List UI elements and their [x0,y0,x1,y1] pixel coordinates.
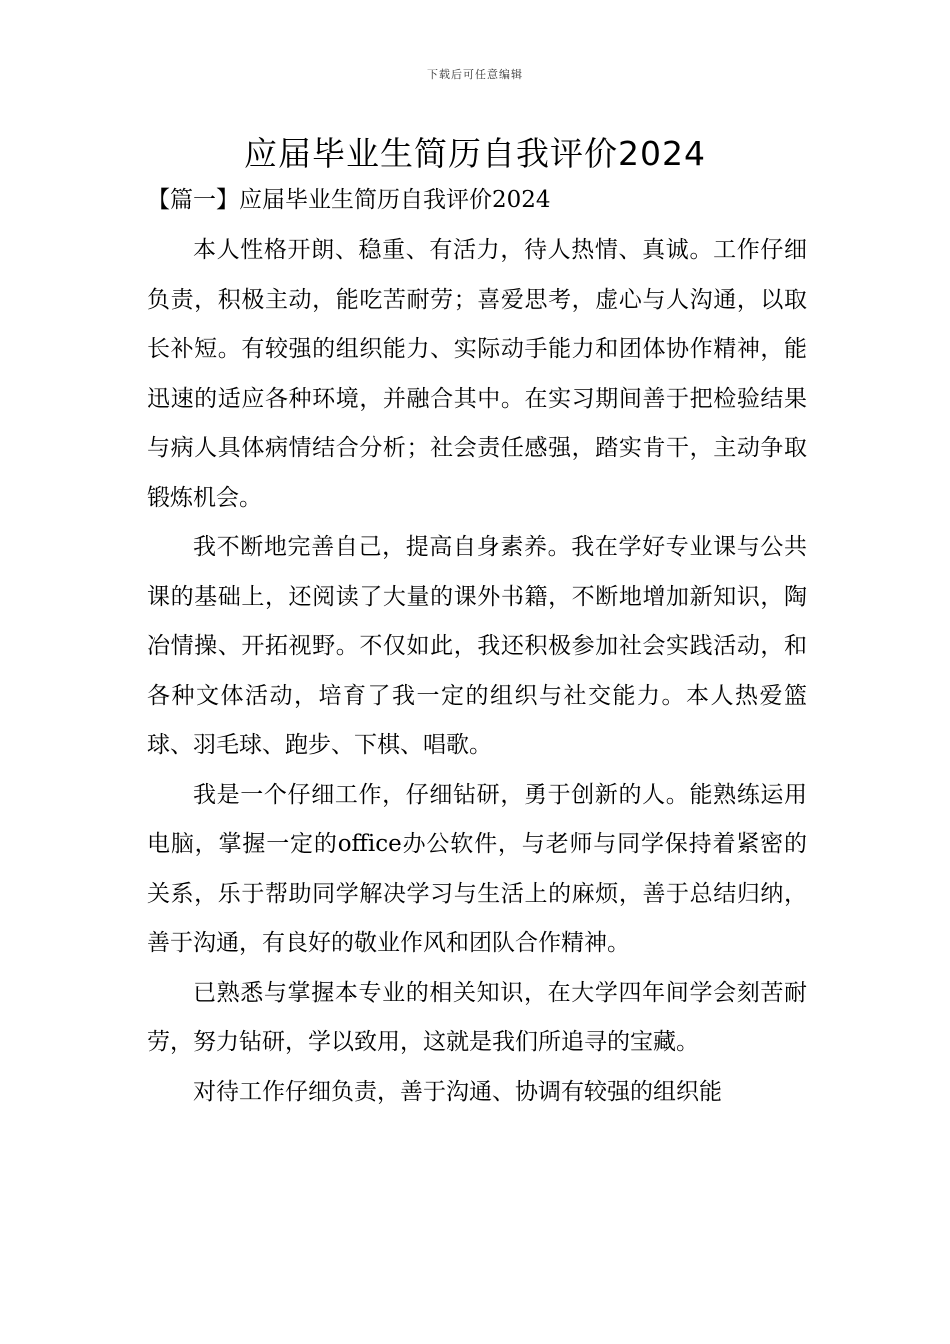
paragraph: 本人性格开朗、稳重、有活力，待人热情、真诚。工作仔细负责，积极主动，能吃苦耐劳；喜爱思考，虚心与人沟通，以取长补短。有较强的组织能力、实际动手能力和团体协作精神，能迅速的适应各种环境，并融合其中。在实习期间善于把检验结果与病人具体病情结合分析；社会责任感强，踏实肯干，主动争取锻炼机会。 [147,237,807,511]
paragraph: 我不断地完善自己，提高自身素养。我在学好专业课与公共课的基础上，还阅读了大量的课外书籍，不断地增加新知识，陶冶情操、开拓视野。不仅如此，我还积极参加社会实践活动，和各种文体活动，培育了我一定的组织与社交能力。本人热爱篮球、羽毛球、跑步、下棋、唱歌。 [147,534,807,758]
page-header: 下载后可任意编辑 [427,68,523,81]
document-title: 应届毕业生简历自我评价2024 [244,134,706,173]
paragraph: 已熟悉与掌握本专业的相关知识，在大学四年间学会刻苦耐劳，努力钻研，学以致用，这就是我们所追寻的宝藏。 [147,979,807,1055]
document-body [147,226,807,1117]
section-heading: 【篇一】应届毕业生简历自我评价2024 [147,187,551,213]
paragraph: 对待工作仔细负责，善于沟通、协调有较强的组织能 [193,1078,722,1105]
paragraph: 我是一个仔细工作，仔细钻研，勇于创新的人。能熟练运用电脑，掌握一定的office办公软件，与老师与同学保持着紧密的关系，乐于帮助同学解决学习与生活上的麻烦，善于总结归纳，善于沟通，有良好的敬业作风和团队合作精神。 [147,781,807,956]
